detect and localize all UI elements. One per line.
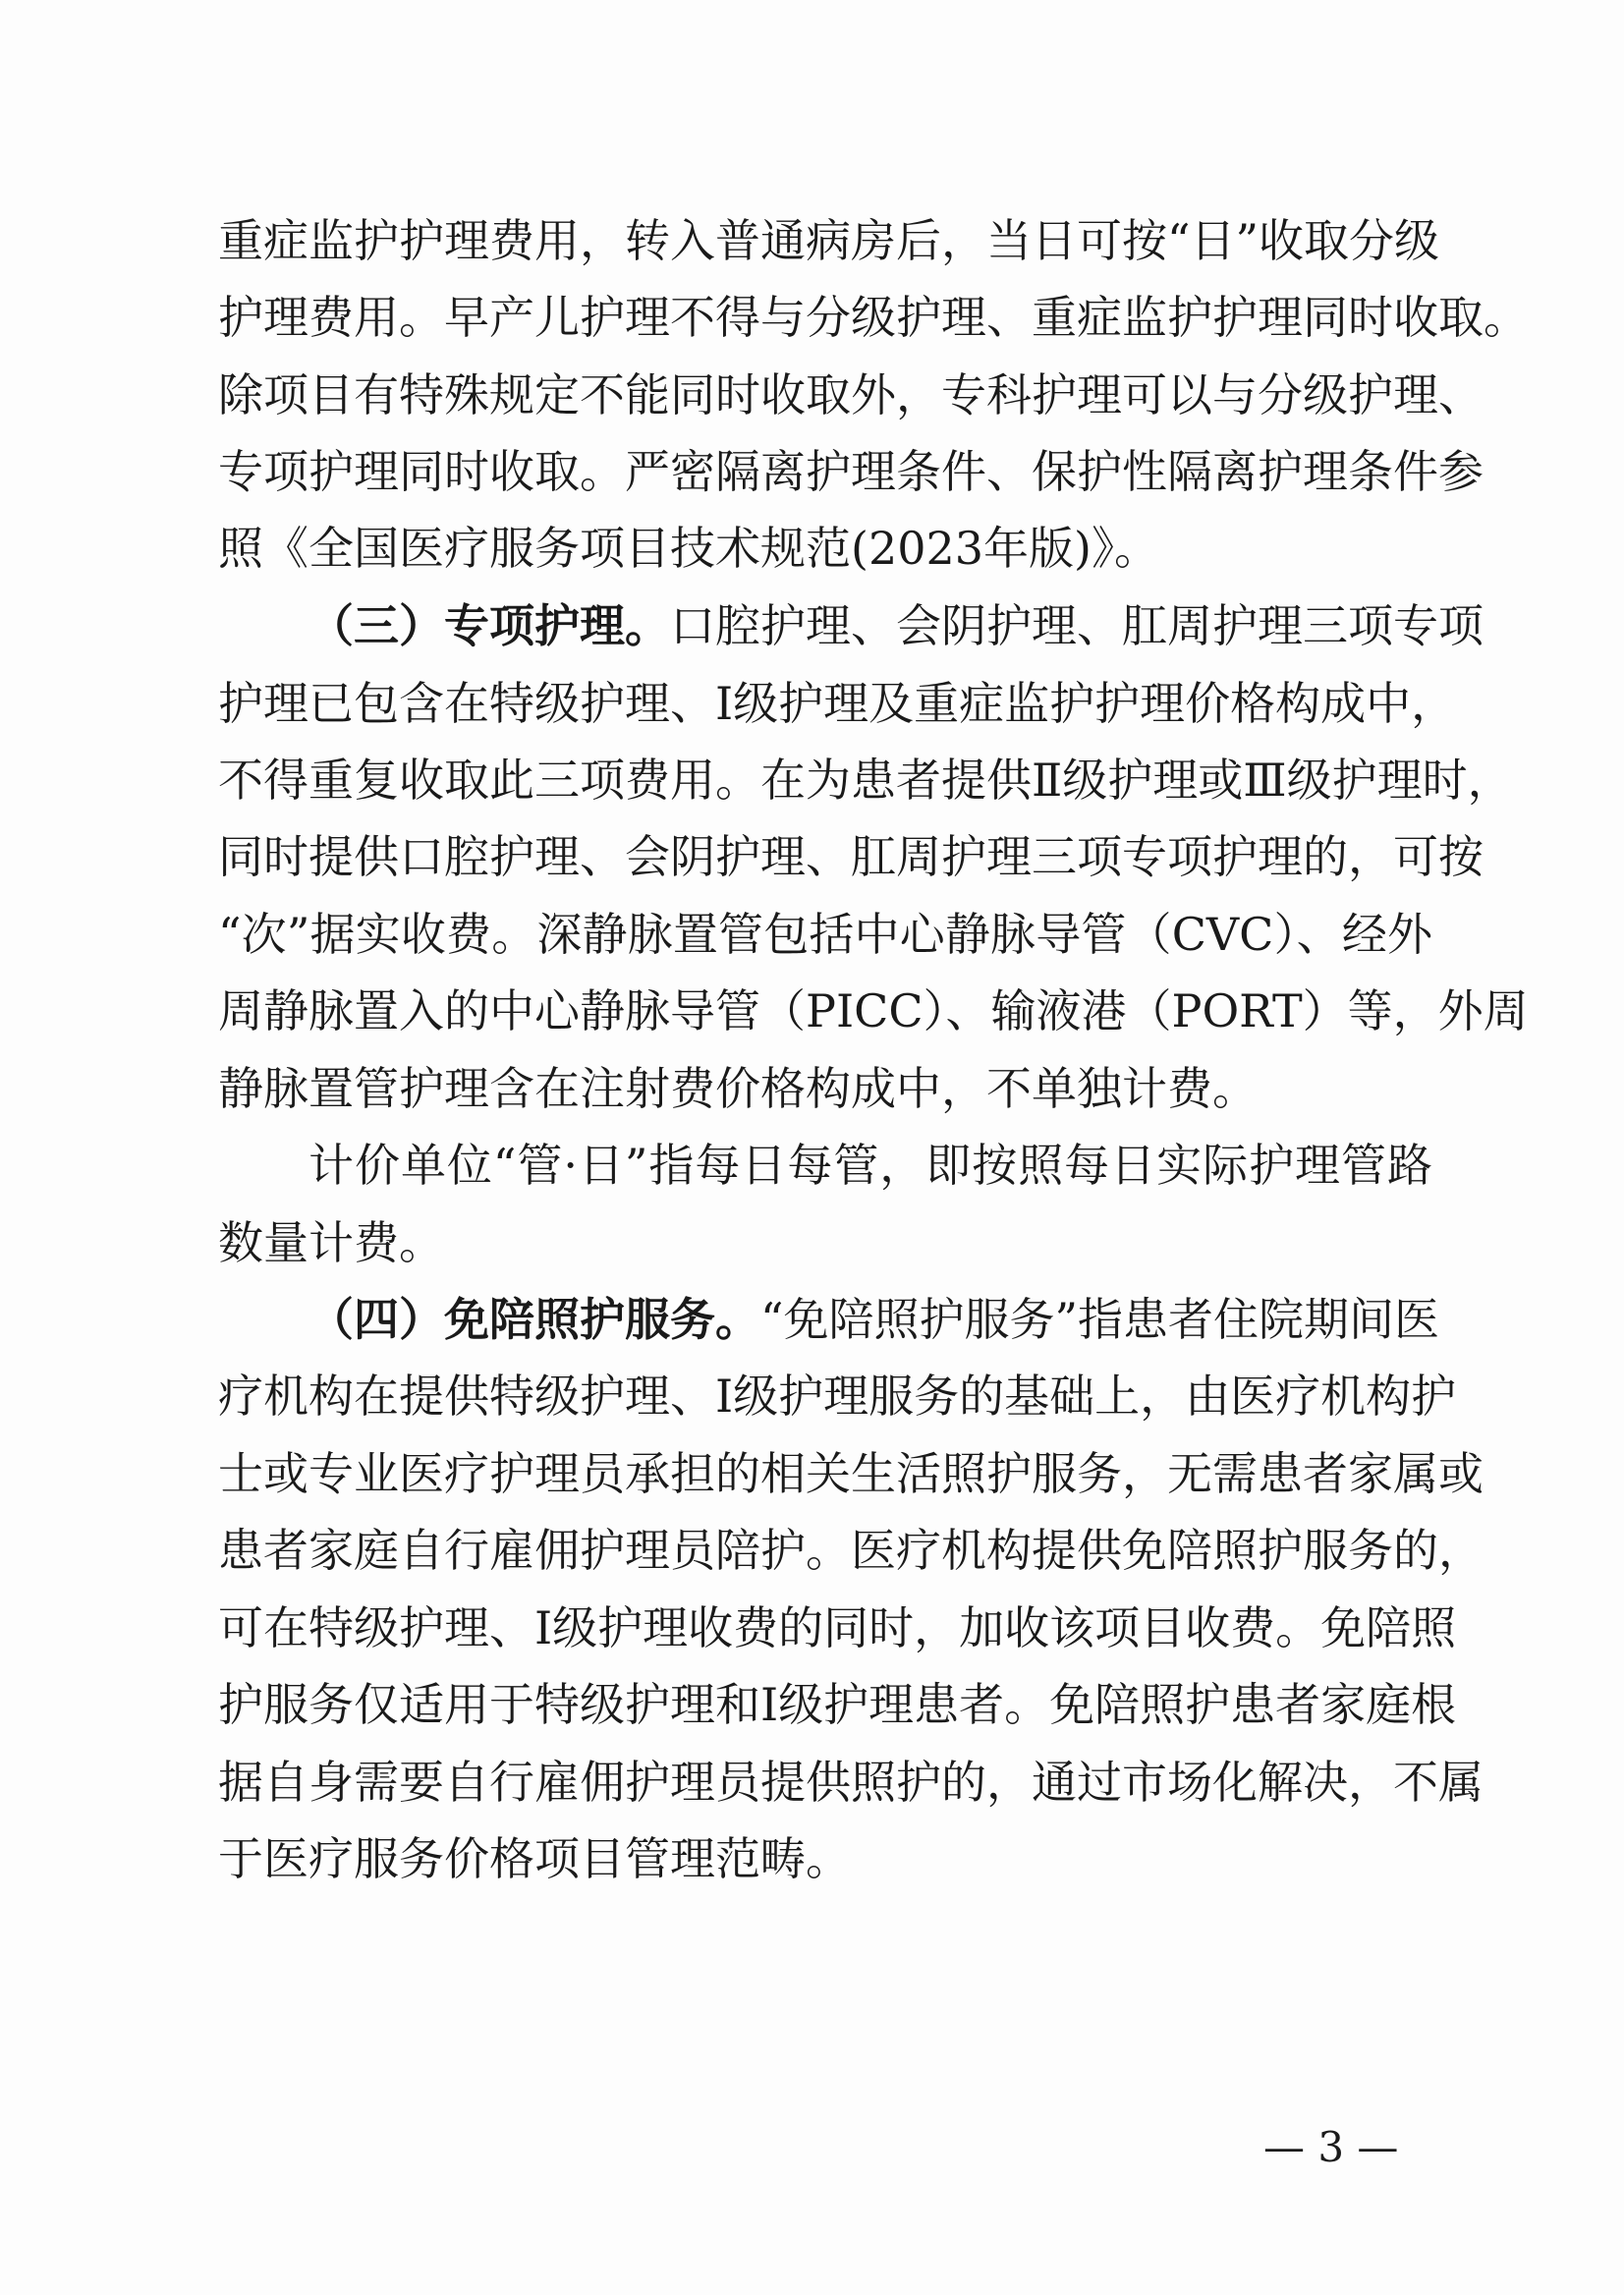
unit-note-line: 数量计费。 (218, 1216, 444, 1269)
paragraph-line: “次”据实收费。深静脉置管包括中心静脉导管（CVC）、经外 (218, 908, 1432, 961)
page-number: — 3 — (1263, 2123, 1399, 2171)
paragraph-line: 疗机构在提供特级护理、Ⅰ级护理服务的基础上，由医疗机构护 (218, 1370, 1457, 1423)
paragraph-line: 于医疗服务价格项目管理范畴。 (218, 1832, 851, 1885)
section-4-first-line (308, 1290, 1440, 1349)
paragraph-line: 护理已包含在特级护理、Ⅰ级护理及重症监护护理价格构成中， (218, 677, 1457, 730)
paragraph-line: 不得重复收取此三项费用。在为患者提供Ⅱ级护理或Ⅲ级护理时， (218, 754, 1513, 807)
paragraph-line: 可在特级护理、Ⅰ级护理收费的同时，加收该项目收费。免陪照 (218, 1601, 1457, 1654)
section-3-first-line-text: 口腔护理、会阴护理、肛周护理三项专项 (670, 599, 1484, 652)
paragraph-line: 士或专业医疗护理员承担的相关生活照护服务，无需患者家属或 (218, 1447, 1484, 1500)
section-3-first-line (308, 596, 1484, 655)
section-4-heading: （四）免陪照护服务。 (308, 1293, 760, 1346)
paragraph-line: 同时提供口腔护理、会阴护理、肛周护理三项专项护理的，可按 (218, 830, 1484, 883)
paragraph-line: 重症监护护理费用，转入普通病房后，当日可按“日”收取分级 (218, 214, 1440, 267)
paragraph-line: 照《全国医疗服务项目技术规范(2023年版)》。 (218, 522, 1159, 575)
paragraph-line: 患者家庭自行雇佣护理员陪护。医疗机构提供免陪照护服务的， (218, 1524, 1484, 1577)
section-3-heading: （三）专项护理。 (308, 599, 670, 652)
paragraph-line: 除项目有特殊规定不能同时收取外，专科护理可以与分级护理、 (218, 368, 1484, 421)
paragraph-line: 周静脉置入的中心静脉导管（PICC）、输液港（PORT）等，外周 (218, 984, 1529, 1037)
paragraph-line: 静脉置管护理含在注射费价格构成中，不单独计费。 (218, 1062, 1258, 1115)
paragraph-line: 护服务仅适用于特级护理和Ⅰ级护理患者。免陪照护患者家庭根 (218, 1678, 1457, 1731)
paragraph-line: 护理费用。早产儿护理不得与分级护理、重症监护护理同时收取。 (218, 291, 1529, 344)
paragraph-line: 专项护理同时收取。严密隔离护理条件、保护性隔离护理条件参 (218, 445, 1484, 498)
paragraph-line: 据自身需要自行雇佣护理员提供照护的，通过市场化解决，不属 (218, 1756, 1484, 1809)
unit-note-first-line: 计价单位“管·日”指每日每管，即按照每日实际护理管路 (308, 1139, 1432, 1192)
section-4-first-line-text: “免陪照护服务”指患者住院期间医 (760, 1293, 1440, 1346)
